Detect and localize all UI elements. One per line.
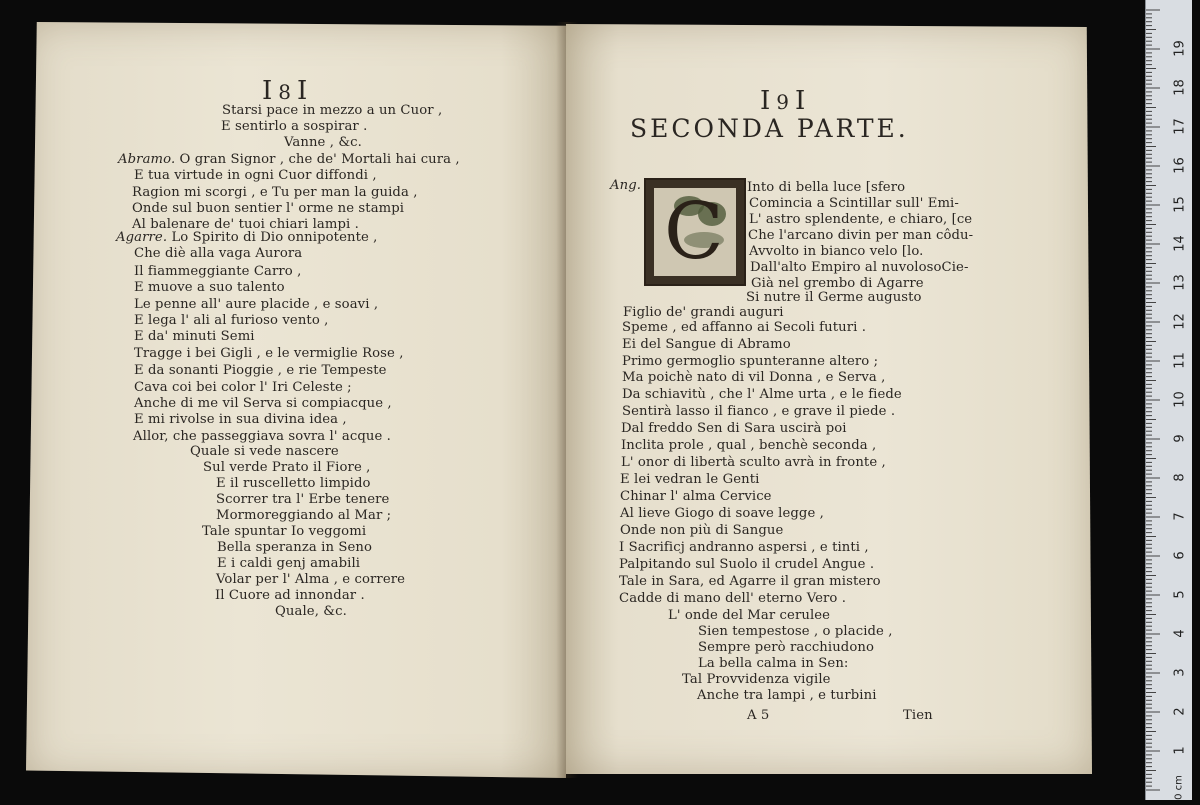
right-page-number: I9I [760, 86, 812, 116]
verse-line: Tale in Sara, ed Agarre il gran mistero [619, 574, 881, 589]
speech-line: Agarre. Lo Spirito di Dio onnipotente , [116, 230, 378, 245]
verse-line: E sentirlo a sospirar . [221, 119, 368, 134]
drop-cap-letter: C [664, 187, 724, 277]
ruler-number: 17 [1172, 118, 1188, 135]
verse-line: Al lieve Giogo di soave legge , [620, 506, 824, 521]
ruler-number: 9 [1172, 434, 1188, 443]
verse-line: Che diè alla vaga Aurora [134, 246, 303, 261]
verse-line: E da sonanti Pioggie , e rie Tempeste [134, 363, 387, 378]
verse-line: Che l'arcano divin per man côdu- [748, 228, 974, 243]
verse-line: Si nutre il Germe augusto [746, 290, 922, 305]
speaker-label: Agarre. [116, 230, 168, 245]
verse-line: Bella speranza in Seno [217, 540, 373, 555]
verse-line: Vanne , &c. [284, 135, 362, 150]
verse-line: Palpitando sul Suolo il crudel Angue . [619, 557, 875, 572]
verse-line: Dal freddo Sen di Sara uscirà poi [621, 421, 847, 436]
verse-line: Tale spuntar Io veggomi [202, 524, 367, 539]
decorated-initial [644, 178, 746, 286]
ruler-number: 2 [1172, 707, 1188, 716]
ruler-number: 11 [1172, 352, 1188, 369]
verse-line: Chinar l' alma Cervice [620, 489, 772, 504]
verse-line: Quale, &c. [275, 604, 347, 619]
verse-line: Scorrer tra l' Erbe tenere [216, 492, 390, 507]
verse-line: Anche di me vil Serva si compiacque , [134, 396, 392, 411]
verse-line: Mormoreggiando al Mar ; [216, 508, 392, 523]
verse-line: Starsi pace in mezzo a un Cuor , [222, 103, 443, 118]
verse-line: Le penne all' aure placide , e soavi , [134, 297, 379, 312]
verse-line: Il fiammeggiante Carro , [134, 264, 302, 279]
verse-line: Into di bella luce [sfero [747, 180, 906, 195]
speaker-label: Ang. [610, 178, 642, 193]
speech-line: Abramo. O gran Signor , che de' Mortali hai cura , [118, 152, 460, 167]
ruler-number: 12 [1172, 313, 1188, 330]
verse-line: Ei del Sangue di Abramo [622, 337, 791, 352]
verse-line: E il ruscelletto limpido [216, 476, 371, 491]
verse-line: Onde sul buon sentier l' orme ne stampi [132, 201, 405, 216]
verse-line: Volar per l' Alma , e correre [216, 572, 406, 587]
verse-line: Onde non più di Sangue [620, 523, 784, 538]
verse-line: Primo germoglio spunteranne altero ; [622, 354, 879, 369]
verse-line: Figlio de' grandi auguri [623, 305, 784, 320]
verse-line: L' onde del Mar cerulee [668, 608, 831, 623]
scale-ruler [1145, 0, 1192, 800]
ruler-number: 14 [1172, 235, 1188, 252]
verse-line: Speme , ed affanno ai Secoli futuri . [622, 320, 867, 335]
verse-line: Sien tempestose , o placide , [698, 624, 893, 639]
verse-line: Già nel grembo di Agarre [751, 276, 924, 291]
verse-line: Quale si vede nascere [190, 444, 339, 459]
verse-line: Tal Provvidenza vigile [682, 672, 831, 687]
verse-line: Sempre però racchiudono [698, 640, 875, 655]
verse-line: L' onor di libertà sculto avrà in fronte , [621, 455, 886, 470]
verse-line: Il Cuore ad innondar . [215, 588, 365, 603]
verse-line: E da' minuti Semi [134, 329, 255, 344]
verse-line: Avvolto in bianco velo [lo. [749, 244, 924, 259]
speaker-label: Abramo. [118, 152, 176, 167]
verse-line: La bella calma in Sen: [698, 656, 849, 671]
verse-line: Sentirà lasso il fianco , e grave il piede . [622, 404, 896, 419]
verse-line: Anche tra lampi , e turbini [697, 688, 877, 703]
verse-line: Dall'alto Empiro al nuvolosoCie- [750, 260, 969, 275]
verse-line: L' astro splendente, e chiaro, [ce [749, 212, 973, 227]
ruler-number: 8 [1172, 473, 1188, 482]
ruler-number: 13 [1172, 274, 1188, 291]
ruler-number: 3 [1172, 668, 1188, 677]
ruler-number: 10 [1172, 391, 1188, 408]
verse-line: Inclita prole , qual , benchè seconda , [621, 438, 877, 453]
ruler-number: 15 [1172, 196, 1188, 213]
verse-line: E mi rivolse in sua divina idea , [134, 412, 347, 427]
verse-line: Cava coi bei color l' Iri Celeste ; [134, 380, 352, 395]
catchword: Tien [903, 708, 933, 723]
ruler-number: 1 [1172, 746, 1188, 755]
verse-line: Al balenare de' tuoi chiari lampi . [132, 217, 359, 232]
verse-line: Ma poichè nato di vil Donna , e Serva , [622, 370, 886, 385]
ruler-number: 19 [1172, 40, 1188, 57]
verse-line: E tua virtude in ogni Cuor diffondi , [134, 168, 377, 183]
verse-line: Comincia a Scintillar sull' Emi- [749, 196, 959, 211]
verse-line: E muove a suo talento [134, 280, 285, 295]
page-signature: A 5 [747, 708, 770, 723]
verse-line: Sul verde Prato il Fiore , [203, 460, 371, 475]
ruler-number: 6 [1172, 551, 1188, 560]
verse-line: Allor, che passeggiava sovra l' acque . [133, 429, 391, 444]
left-page-number: I8I [262, 76, 314, 106]
verse-line: Ragion mi scorgi , e Tu per man la guida , [132, 185, 418, 200]
verse-line: E lega l' ali al furioso vento , [134, 313, 329, 328]
verse-line: E lei vedran le Genti [620, 472, 760, 487]
ruler-number: 16 [1172, 157, 1188, 174]
verse-line: Cadde di mano dell' eterno Vero . [619, 591, 847, 606]
section-title: SECONDA PARTE. [630, 114, 909, 143]
ruler-number: 18 [1172, 79, 1188, 96]
ruler-number: 7 [1172, 512, 1188, 521]
ruler-number: 4 [1172, 629, 1188, 638]
ruler-number: 5 [1172, 590, 1188, 599]
verse-line: Tragge i bei Gigli , e le vermiglie Rose , [134, 346, 404, 361]
verse-line: Da schiavitù , che l' Alme urta , e le fiede [622, 387, 902, 402]
ruler-number: 0 cm [1173, 775, 1185, 800]
verse-line: E i caldi genj amabili [217, 556, 361, 571]
verse-line: I Sacrificj andranno aspersi , e tinti , [619, 540, 869, 555]
